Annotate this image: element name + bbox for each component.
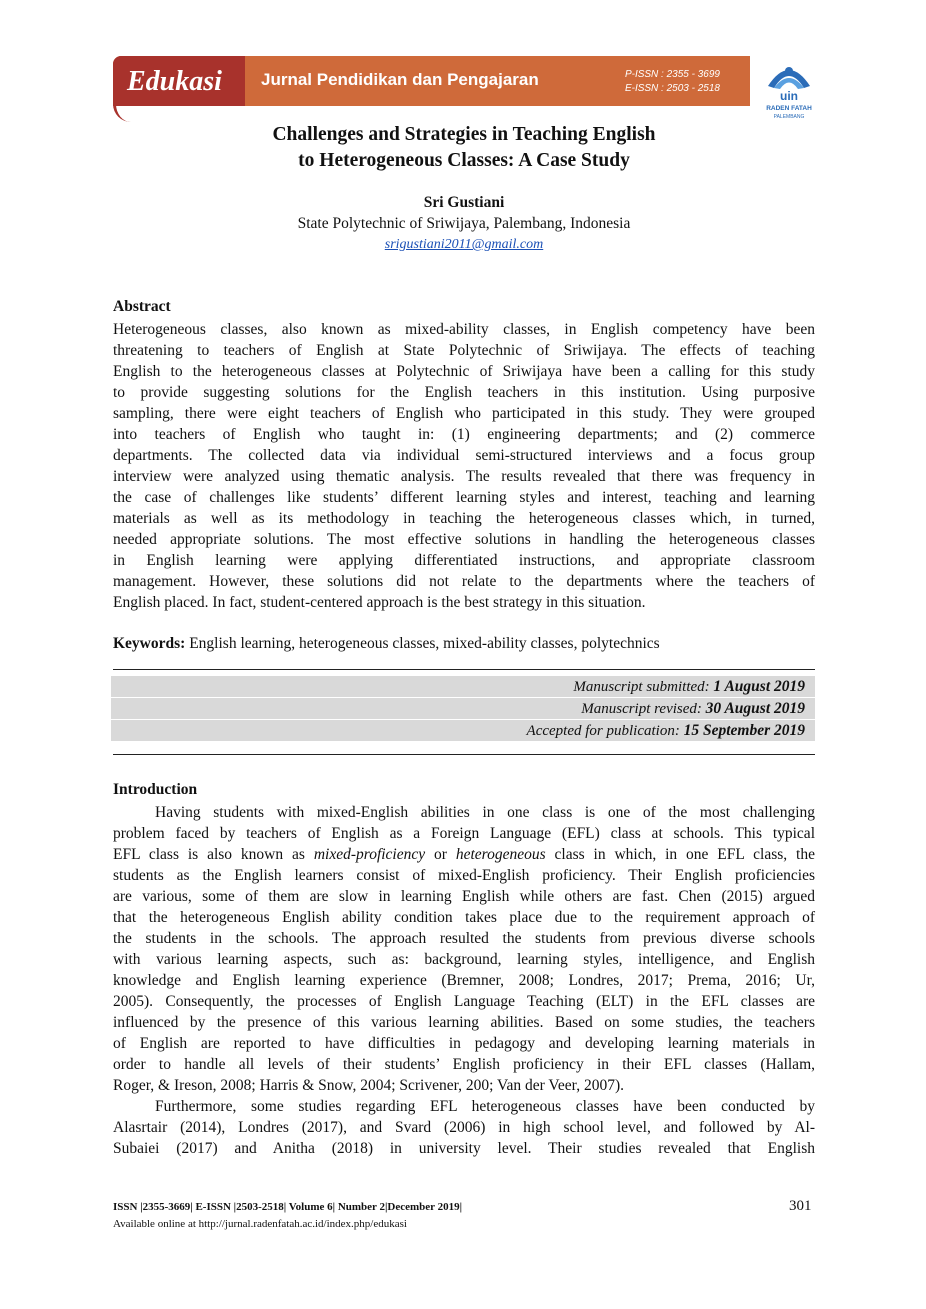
journal-brand: Edukasi bbox=[127, 66, 222, 97]
keywords-label: Keywords: bbox=[113, 635, 186, 652]
divider-bottom bbox=[113, 754, 815, 755]
term-heterogeneous: heterogeneous bbox=[455, 846, 546, 863]
abstract-line: management. However, these solutions did not relate to the departments where the teachers of bbox=[113, 573, 815, 590]
abstract-line: interview were analyzed using thematic analysis. The results revealed that there was frequency in bbox=[113, 468, 815, 485]
footer-url: Available online at http://jurnal.radenfatah.ac.id/index.php/edukasi bbox=[113, 1218, 407, 1230]
abstract-line: departments. The collected data via individual semi-structured interviews and a focus group bbox=[113, 447, 815, 464]
logo-text-raden-fatah: RADEN FATAH bbox=[766, 105, 812, 112]
intro-line: order to handle all levels of their students’ English proficiency in their EFL classes (Hallam, bbox=[113, 1056, 815, 1073]
author-email-link[interactable]: srigustiani2011@gmail.com bbox=[384, 237, 544, 252]
abstract-line: threatening to teachers of English at State Polytechnic of Sriwijaya. The effects of teaching bbox=[113, 342, 815, 359]
manuscript-dates bbox=[111, 676, 815, 739]
intro-line: that the heterogeneous English ability condition takes place due to the requirement approach of bbox=[113, 909, 815, 926]
author-affiliation: State Polytechnic of Sriwijaya, Palembang, Indonesia bbox=[297, 215, 631, 232]
introduction-body bbox=[113, 802, 815, 1159]
journal-name: Jurnal Pendidikan dan Pengajaran bbox=[261, 70, 539, 89]
logo-text-palembang: PALEMBANG bbox=[773, 114, 805, 120]
accepted-value: 15 September 2019 bbox=[683, 722, 805, 739]
abstract-line: to provide suggesting solutions for the English teachers in this institution. Using purposive bbox=[113, 384, 815, 401]
abstract-body bbox=[113, 319, 815, 613]
p-issn: P-ISSN : 2355 - 3699 bbox=[624, 69, 720, 80]
intro-p2-line: Subaiei (2017) and Anitha (2018) in university level. Their studies revealed that English bbox=[113, 1140, 815, 1157]
e-issn: E-ISSN : 2503 - 2518 bbox=[624, 83, 720, 94]
introduction-heading: Introduction bbox=[113, 781, 198, 798]
date-revised bbox=[111, 698, 815, 720]
article-title bbox=[113, 122, 815, 174]
abstract-line: in English learning were applying differentiated instructions, and appropriate classroom bbox=[113, 552, 815, 569]
submitted-label: Manuscript submitted: bbox=[573, 679, 710, 695]
abstract-line: Heterogeneous classes, also known as mixed-ability classes, in English competency have been bbox=[113, 321, 815, 338]
intro-line: knowledge and English learning experience (Bremner, 2008; Londres, 2017; Prema, 2016; Ur, bbox=[113, 972, 815, 989]
intro-line: of English are reported to have difficulties in pedagogy and developing learning materials in bbox=[113, 1035, 815, 1052]
date-accepted bbox=[111, 720, 815, 742]
intro-line: influenced by the presence of this various learning abilities. Based on some studies, the teachers bbox=[113, 1014, 815, 1031]
intro-line-3-end: class in which, in one EFL class, the bbox=[545, 846, 815, 863]
intro-line: 2005). Consequently, the processes of English Language Teaching (ELT) in the EFL classes are bbox=[113, 993, 815, 1010]
title-line-1: Challenges and Strategies in Teaching English bbox=[272, 124, 656, 145]
intro-line-3-start: EFL class is also known as bbox=[113, 846, 314, 863]
abstract-line: needed appropriate solutions. The most effective solutions in handling the heterogeneous classes bbox=[113, 531, 815, 548]
abstract-line: the case of challenges like students’ different learning styles and interest, teaching and learning bbox=[113, 489, 815, 506]
footer-issn: ISSN |2355-3669| E-ISSN |2503-2518| Volume 6| Number 2|December 2019| bbox=[113, 1201, 463, 1213]
author-name: Sri Gustiani bbox=[423, 194, 505, 211]
intro-line: with various learning aspects, such as: background, learning styles, intelligence, and English bbox=[113, 951, 815, 968]
divider-top bbox=[113, 669, 815, 670]
abstract-line: into teachers of English who taught in: (1) engineering departments; and (2) commerce bbox=[113, 426, 815, 443]
intro-line: Roger, & Ireson, 2008; Harris & Snow, 2004; Scrivener, 200; Van der Veer, 2007). bbox=[113, 1077, 624, 1094]
revised-value: 30 August 2019 bbox=[705, 700, 805, 717]
intro-p2-line: Alasrtair (2014), Londres (2017), and Svard (2006) in high school level, and followed by Al- bbox=[113, 1119, 815, 1136]
title-line-2: to Heterogeneous Classes: A Case Study bbox=[298, 150, 630, 171]
banner-curl-decoration bbox=[113, 96, 138, 122]
intro-line: problem faced by teachers of English as a Foreign Language (EFL) class at schools. This typical bbox=[113, 825, 815, 842]
intro-line: the students in the schools. The approach resulted the students from previous diverse schools bbox=[113, 930, 815, 947]
accepted-label: Accepted for publication: bbox=[526, 723, 680, 739]
abstract-line: materials as well as its methodology in teaching the heterogeneous classes which, in turned, bbox=[113, 510, 815, 527]
abstract-line: English placed. In fact, student-centered approach is the best strategy in this situation. bbox=[113, 594, 646, 611]
logo-text-uin: uin bbox=[780, 89, 798, 103]
journal-banner bbox=[113, 56, 750, 106]
abstract-heading: Abstract bbox=[113, 298, 171, 315]
intro-p2-line: Furthermore, some studies regarding EFL heterogeneous classes have been conducted by bbox=[155, 1098, 815, 1115]
abstract-line: sampling, there were eight teachers of English who participated in this study. They were grouped bbox=[113, 405, 815, 422]
page-number: 301 bbox=[789, 1198, 812, 1214]
submitted-value: 1 August 2019 bbox=[713, 678, 805, 695]
keywords-value: English learning, heterogeneous classes, mixed-ability classes, polytechnics bbox=[189, 635, 660, 652]
abstract-line: English to the heterogeneous classes at Polytechnic of Sriwijaya have been a calling for this study bbox=[113, 363, 815, 380]
term-mixed-proficiency: mixed-proficiency bbox=[313, 846, 426, 863]
uin-raden-fatah-logo bbox=[760, 58, 818, 124]
issn-block bbox=[625, 68, 720, 96]
intro-line: Having students with mixed-English abilities in one class is one of the most challenging bbox=[155, 804, 815, 821]
intro-line-emphasis bbox=[113, 844, 815, 865]
intro-line: are various, some of them are slow in learning English while others are fast. Chen (2015) argued bbox=[113, 888, 815, 905]
revised-label: Manuscript revised: bbox=[581, 701, 702, 717]
intro-line-3-mid: or bbox=[425, 846, 456, 863]
keywords bbox=[113, 635, 660, 653]
date-submitted bbox=[111, 676, 815, 698]
intro-line: students as the English learners consist of mixed-English proficiency. Their English proficiencies bbox=[113, 867, 815, 884]
